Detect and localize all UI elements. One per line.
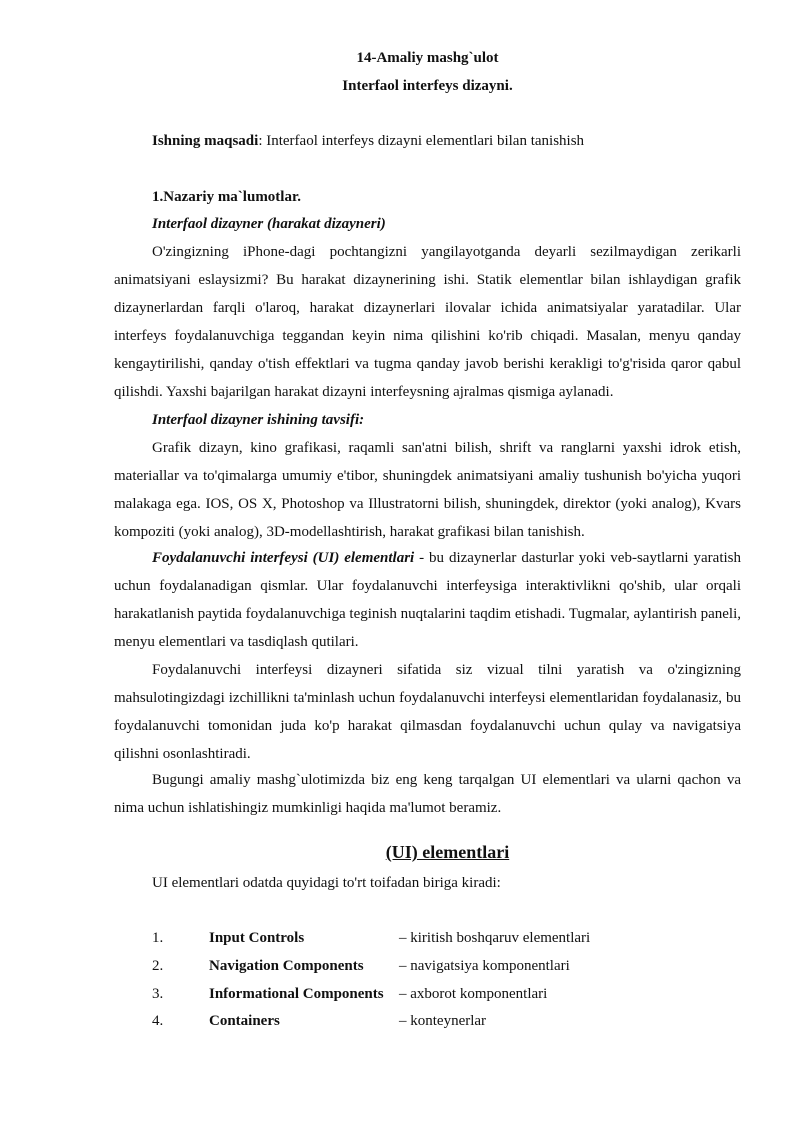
theory-paragraph-1: O'zingizning iPhone-dagi pochtangizni yangilayotganda deyarli sezilmaydigan zerikarli animatsiyani eslaysizmi? Bu harakat dizaynerining ishi. Statik elementlar bilan ishlaydigan grafik dizaynerlardan farqli o'laroq, harakat dizaynerlari ilovalar ichida animatsiyalar yaratadilar. Ular interfeys foydalanuvchiga teggandan keyin nima qilishini ko'rib chiqadi. Masalan, menyu qanday kengaytirilishi, qanday o'tish effektlari va tugma qanday javob berishi kerakligi to'g'risida qaror qabul qilishdi. Yaxshi bajarilgan harakat dizayni interfeysning ajralmas qismiga aylanadi. xyxy=(114,244,741,400)
list-term: Informational Components xyxy=(209,986,384,1002)
list-description: – navigatsiya komponentlari xyxy=(399,958,570,974)
page-subtitle: Interfaol interfeys dizayni. xyxy=(342,78,513,94)
list-term: Input Controls xyxy=(209,930,305,946)
theory-subheading-2: Interfaol dizayner ishining tavsifi: xyxy=(152,412,365,428)
list-description: – axborot komponentlari xyxy=(399,986,548,1002)
goal-label: Ishning maqsadi xyxy=(152,133,259,149)
list-number: 1. xyxy=(152,930,164,946)
list-number: 4. xyxy=(152,1013,164,1029)
theory-paragraph-2: Grafik dizayn, kino grafikasi, raqamli san'atni bilish, shrift va ranglarni yaxshi idrok etish, materiallar va to'qimalarga umumiy e'tibor, shuningdek animatsiyani amaliy tushunish bo'yicha yuqori malakaga ega. IOS, OS X, Photoshop va Illustratorni bilish, shuningdek, direktor (yoki analog), Kvars kompoziti (yoki analog), 3D-modellashtirish, harakat grafikasi bilan tanishish. xyxy=(114,440,741,540)
ui-section-intro: UI elementlari odatda quyidagi to'rt toifadan biriga kiradi: xyxy=(152,875,501,891)
theory-paragraph-3-text: - bu dizaynerlar dasturlar yoki veb-saytlarni yaratish uchun foydalanadigan qismlar. Ular foydalanuvchi interfeysiga interaktivlikni qo'shib, ular orqali harakatlanish paytida foydalanuvchiga teginish nuqtalarini taqdim etishadi. Tugmalar, aylantirish paneli, menyu elementlari va tasdiqlash qutilari. xyxy=(114,550,741,650)
goal-text: : Interfaol interfeys dizayni elementlari bilan tanishish xyxy=(258,133,585,149)
list-number: 2. xyxy=(152,958,164,974)
goal-line xyxy=(152,127,584,155)
theory-paragraph-4: Foydalanuvchi interfeysi dizayneri sifatida siz vizual tilni yaratish va o'zingizning mahsulotingizdagi izchillikni ta'minlash uchun foydalanuvchi interfeysi elementlaridan foydalanasiz, bu foydalanuvchi tomonidan juda ko'p harakat qilmasdan foydalanuvchi uchun qulay va navigatsiya qilishni osonlashtiradi. xyxy=(114,662,741,762)
theory-paragraph-5: Bugungi amaliy mashg`ulotimizda biz eng keng tarqalgan UI elementlari va ularni qachon va nima uchun ishlatishingiz mumkinligi haqida ma'lumot beramiz. xyxy=(114,772,741,816)
list-term: Navigation Components xyxy=(209,958,364,974)
list-description: – kiritish boshqaruv elementlari xyxy=(399,930,591,946)
list-description: – konteynerlar xyxy=(399,1013,487,1029)
theory-heading: 1.Nazariy ma`lumotlar. xyxy=(152,189,302,205)
ui-section-title: (UI) elementlari xyxy=(385,842,510,862)
list-term: Containers xyxy=(209,1013,280,1029)
list-number: 3. xyxy=(152,986,164,1002)
theory-paragraph-3 xyxy=(114,544,741,656)
page-title: 14-Amaliy mashg`ulot xyxy=(356,50,499,66)
ui-elements-term: Foydalanuvchi interfeysi (UI) elementlari xyxy=(152,550,415,566)
theory-subheading-1: Interfaol dizayner (harakat dizayneri) xyxy=(152,216,386,232)
